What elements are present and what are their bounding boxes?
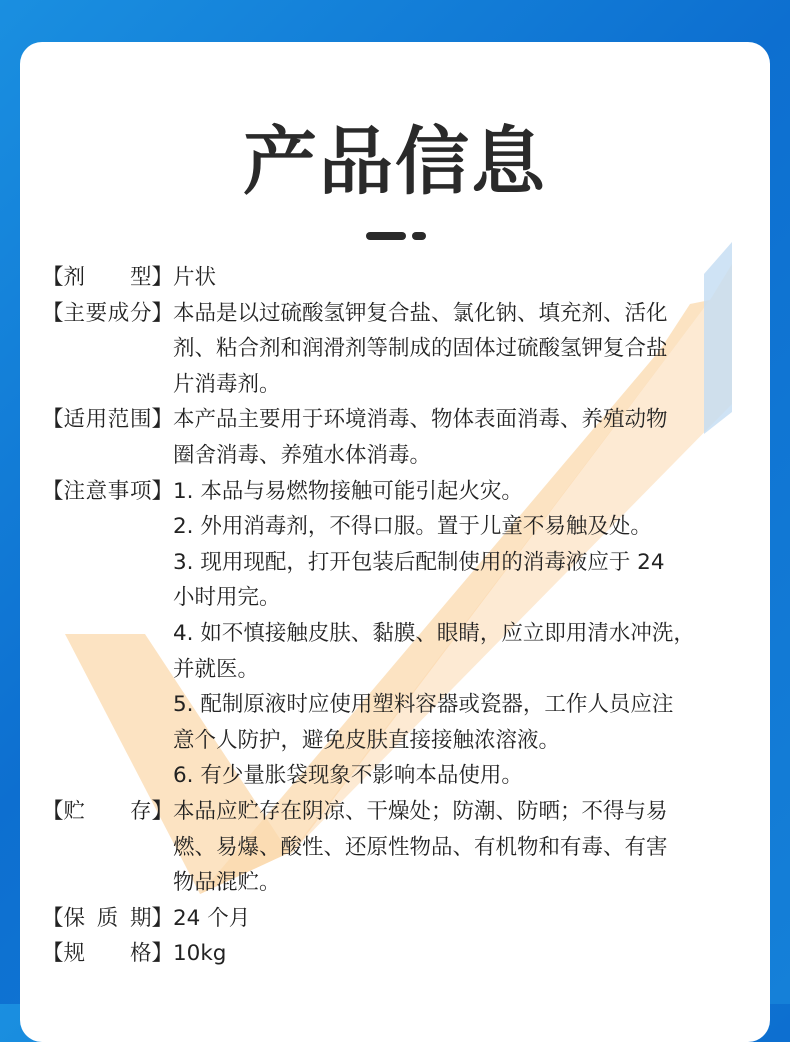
info-row-label-char: 分 (129, 300, 152, 326)
info-row-label-char: 适 (63, 407, 86, 433)
info-row-label-char: 注 (63, 478, 86, 504)
info-row-value-line: 圈舍消毒、养殖水体消毒。 (173, 442, 432, 468)
info-row-value-line: 片状 (173, 265, 217, 290)
info-row-value-line: 本产品主要用于环境消毒、物体表面消毒、养殖动物 (173, 407, 668, 433)
info-row-value-line: 片消毒剂。 (173, 371, 281, 397)
info-row-value-line: 本品是以过硫酸氢钾复合盐、氯化钠、填充剂、活化 (173, 300, 668, 326)
info-row-label-char: 存 (129, 798, 152, 824)
info-row-label: 【 注 意 事 项 】 (42, 474, 173, 794)
info-row-value (173, 474, 742, 794)
info-row-label-char: 主 (63, 300, 86, 326)
info-row-value-line: 1. 本品与易燃物接触可能引起火灾。 (173, 478, 523, 504)
info-row-value-line: 10kg (173, 941, 227, 967)
info-row-label: 【 适 用 范 围 】 (42, 402, 173, 473)
info-row-label-char: 贮 (63, 798, 86, 824)
info-row-label-char: 型 (129, 265, 152, 290)
info-row-value (173, 794, 742, 901)
info-row-value-line: 本品应贮存在阴凉、干燥处；防潮、防晒；不得与易 (173, 798, 668, 824)
info-row-value-line: 5. 配制原液时应使用塑料容器或瓷器，工作人员应注 (173, 692, 674, 718)
info-row-label-char: 事 (107, 478, 130, 504)
info-row-value (173, 936, 742, 972)
info-row (42, 474, 742, 794)
info-row-label-char: 范 (107, 407, 130, 433)
info-row-value-line: 并就医。 (173, 656, 260, 682)
info-row-label: 【 主 要 成 分 】 (42, 296, 173, 403)
info-row-value-line: 物品混贮。 (173, 870, 281, 896)
info-row (42, 402, 742, 473)
info-row-label-char: 质 (96, 905, 119, 931)
info-row-value-line: 剂、粘合剂和润滑剂等制成的固体过硫酸氢钾复合盐 (173, 336, 668, 362)
info-row-label: 【 贮 存 】 (42, 794, 173, 901)
info-row-label-char: 项 (129, 478, 152, 504)
info-row-label-char: 意 (85, 478, 108, 504)
info-row (42, 296, 742, 403)
info-row-value-line: 意个人防护，避免皮肤直接接触浓溶液。 (173, 727, 561, 753)
info-row-label-char: 成 (107, 300, 130, 326)
info-list (42, 260, 742, 972)
info-row (42, 794, 742, 901)
info-row-label: 【 规 格 】 (42, 936, 173, 972)
info-row-value (173, 260, 742, 296)
info-row-label: 【 保 质 期 】 (42, 901, 173, 937)
info-row-label-char: 用 (85, 407, 108, 433)
info-row-label-char: 要 (85, 300, 108, 326)
info-row-value (173, 402, 742, 473)
info-row-value-line: 小时用完。 (173, 585, 281, 611)
info-row-value-line: 燃、易爆、酸性、还原性物品、有机物和有毒、有害 (173, 834, 668, 860)
info-row-label-char: 保 (63, 905, 86, 931)
page-title: 产品信息 (243, 119, 547, 205)
info-row-value-line: 24 个月 (173, 905, 251, 931)
info-row-label-char: 期 (129, 905, 152, 931)
info-row-value-line: 4. 如不慎接触皮肤、黏膜、眼睛，应立即用清水冲洗， (173, 620, 695, 646)
info-row-value (173, 296, 742, 403)
info-row-value-line: 2. 外用消毒剂，不得口服。置于儿童不易触及处。 (173, 514, 652, 540)
info-row (42, 901, 742, 937)
product-info-card (20, 42, 770, 1042)
info-row (42, 936, 742, 972)
info-row-label-char: 围 (129, 407, 152, 433)
info-row-label: 【 剂 型 】 (42, 260, 173, 296)
info-row-value (173, 901, 742, 937)
info-row-label-char: 剂 (63, 265, 86, 290)
info-row-value-line: 3. 现用现配，打开包装后配制使用的消毒液应于 24 (173, 549, 665, 575)
info-row-value-line: 6. 有少量胀袋现象不影响本品使用。 (173, 763, 523, 789)
info-row (42, 260, 742, 296)
info-row-label-char: 格 (129, 941, 152, 967)
info-row-label-char: 规 (63, 941, 86, 967)
